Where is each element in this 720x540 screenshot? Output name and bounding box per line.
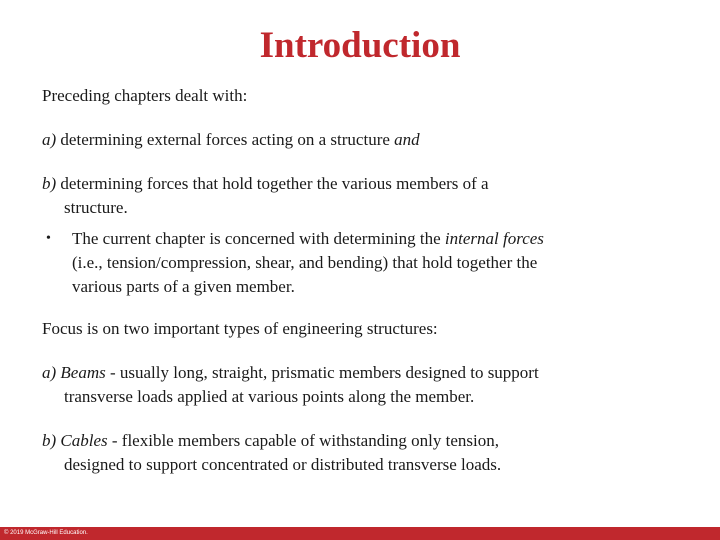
focus-line: Focus is on two important types of engineering structures: (42, 319, 438, 338)
bullet-line1-italic: internal forces (444, 229, 544, 248)
bullet-line1-text: The current chapter is concerned with determining the (72, 229, 445, 248)
item-a-text: determining external forces acting on a structure (56, 130, 395, 149)
slide-title: Introduction (259, 25, 461, 66)
footer-bar (0, 527, 720, 540)
item-a (42, 128, 420, 152)
beams-line2: transverse loads applied at various points along the member. (64, 387, 475, 406)
bullet-line3: various parts of a given member. (72, 277, 295, 296)
item-b-line2: structure. (64, 198, 128, 217)
copyright-text: © 2019 McGraw-Hill Education. (4, 530, 88, 536)
item-b-label: b) (42, 174, 57, 193)
cables-label: b) Cables (42, 431, 108, 450)
item-a-label: a) (42, 130, 57, 149)
cables-line2: designed to support concentrated or distributed transverse loads. (64, 455, 502, 474)
bullet-icon: • (46, 231, 51, 246)
intro-text (42, 84, 247, 108)
item-a-tail: and (394, 130, 420, 149)
intro-line: Preceding chapters dealt with: (42, 86, 248, 105)
bullet-item (46, 227, 544, 299)
item-b (42, 172, 489, 220)
beams-label: a) Beams (42, 363, 106, 382)
beams-item (42, 361, 539, 409)
beams-line1: - usually long, straight, prismatic members designed to support (105, 363, 539, 382)
cables-item (42, 429, 501, 477)
item-b-line1: determining forces that hold together the various members of a (56, 174, 489, 193)
focus-text (42, 317, 438, 341)
bullet-line2: (i.e., tension/compression, shear, and bending) that hold together the (72, 253, 538, 272)
cables-line1: - flexible members capable of withstanding only tension, (107, 431, 500, 450)
